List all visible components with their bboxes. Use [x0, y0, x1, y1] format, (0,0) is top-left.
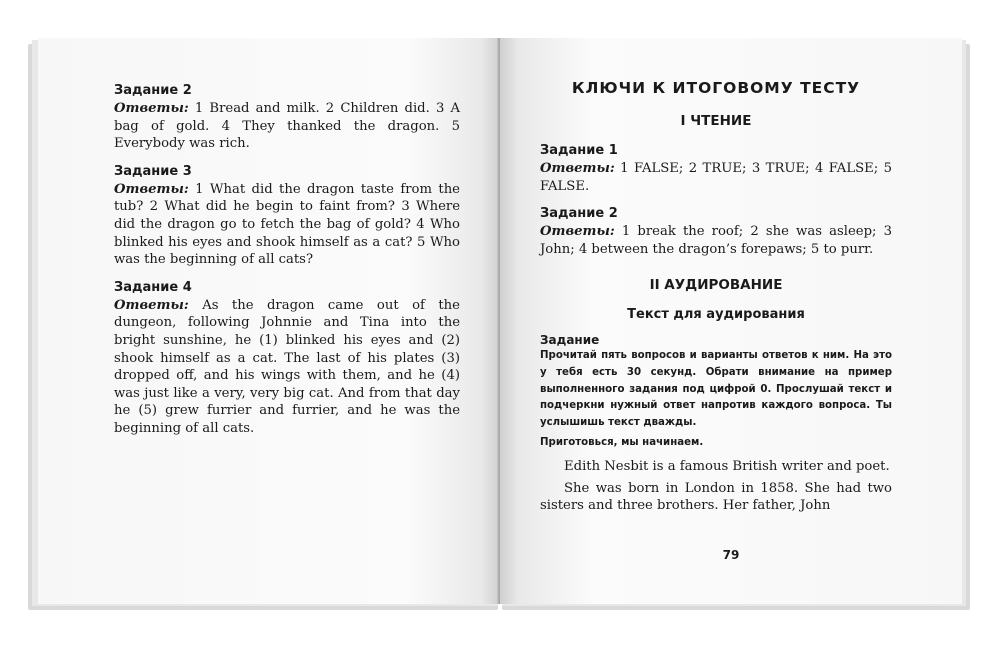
task-answers [540, 223, 892, 258]
reading-task-1-block [540, 142, 892, 195]
page-heading: КЛЮЧИ К ИТОГОВОМУ ТЕСТУ [571, 79, 861, 97]
task-2-block [114, 82, 460, 153]
task-title: Задание 3 [114, 163, 192, 179]
reading-task-2-block [540, 205, 892, 258]
answers-text: As the dragon came out of the dungeon, following Johnnie and Tina into the bright sunshine, he (1) blinked his eyes and (2) shook himself as a cat. The last of his plates (3) dropped off, and his wings with them, and he (4) was just like a very, very big cat. And from that day he (5) grew furrier and furrier, and he was the beginning of all cats. [114, 297, 460, 436]
answers-label: Ответы: [540, 224, 615, 240]
answers-label: Ответы: [114, 181, 189, 197]
left-page [38, 38, 500, 604]
task-title: Задание 4 [114, 279, 192, 295]
task-answers [114, 297, 460, 438]
listening-paragraph: She was born in London in 1858. She had two sisters and three brothers. Her father, John [540, 480, 892, 514]
answers-text: 1 What did the dragon taste from the tub? 2 What did he begin to faint from? 3 Where did the dragon go to fetch the bag of gold? 4 Who blinked his eyes and shook himself as a cat? 5 Who was the beginning of all cats? [114, 181, 460, 268]
task-answers [114, 181, 460, 269]
task-3-block [114, 163, 460, 269]
listening-paragraph: Edith Nesbit is a famous British writer and poet. [564, 458, 890, 474]
page-number: 79 [722, 548, 740, 562]
answers-text: 1 Bread and milk. 2 Children did. 3 A bag of gold. 4 They thanked the dragon. 5 Everybody was rich. [114, 101, 460, 152]
answers-label: Ответы: [114, 101, 189, 116]
section-listening-title: II АУДИРОВАНИЕ [649, 277, 783, 294]
listening-subtitle: Текст для аудирования [627, 307, 805, 323]
answers-label: Ответы: [114, 297, 189, 313]
listening-ready-text: Приготовься, мы начинаем. [540, 437, 704, 449]
right-page [500, 38, 962, 604]
listening-instructions: Прочитай пять вопросов и варианты ответов к ним. На это у тебя есть 30 секунд. Обрати внимание на пример выполненного задания под цифрой 0. Прослушай текст и подчеркни нужный ответ напротив каждого вопроса. Ты услышишь текст дважды. [540, 350, 892, 428]
task-4-block [114, 279, 460, 438]
listening-task-title: Задание [540, 333, 600, 348]
task-answers [114, 100, 460, 153]
answers-text: 1 FALSE; 2 TRUE; 3 TRUE; 4 FALSE; 5 FALSE. [540, 161, 892, 194]
answers-label: Ответы: [540, 161, 615, 176]
answers-text: 1 break the roof; 2 she was asleep; 3 John; 4 between the dragon’s forepaws; 5 to purr. [540, 224, 892, 257]
task-answers [540, 160, 892, 195]
section-reading-title: I ЧТЕНИЕ [680, 113, 752, 129]
task-title: Задание 2 [114, 83, 192, 98]
task-title: Задание 2 [540, 206, 618, 222]
task-title: Задание 1 [540, 143, 618, 158]
